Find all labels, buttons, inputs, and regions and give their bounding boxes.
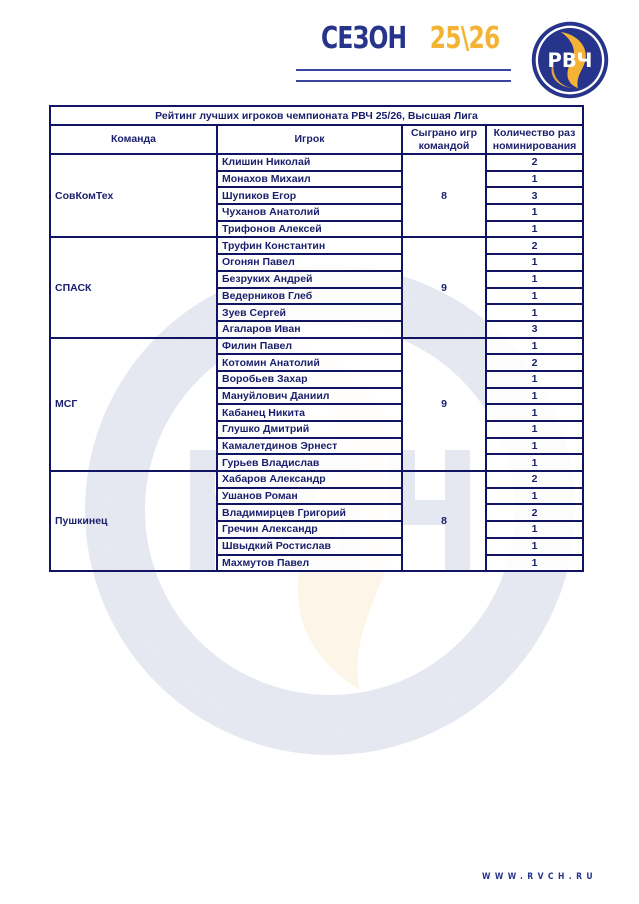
nominations-cell: 1 xyxy=(486,338,583,355)
player-name-cell: Зуев Сергей xyxy=(217,304,402,321)
player-name-cell: Владимирцев Григорий xyxy=(217,504,402,521)
games-played-cell: 8 xyxy=(402,471,486,571)
player-name-cell: Воробьев Захар xyxy=(217,371,402,388)
player-name-cell: Филин Павел xyxy=(217,338,402,355)
table-title: Рейтинг лучших игроков чемпионата РВЧ 25/26, Высшая Лига xyxy=(50,106,583,125)
nominations-cell: 1 xyxy=(486,404,583,421)
header-divider-top xyxy=(296,69,511,71)
table-row xyxy=(50,338,583,355)
team-cell: СПАСК xyxy=(50,237,217,337)
nominations-cell: 1 xyxy=(486,271,583,288)
player-name-cell: Монахов Михаил xyxy=(217,171,402,188)
column-header-games: Сыграно игр командой xyxy=(402,125,486,154)
nominations-cell: 1 xyxy=(486,371,583,388)
rvch-logo xyxy=(531,21,609,99)
season-word: СЕЗОН xyxy=(321,20,407,56)
nominations-cell: 3 xyxy=(486,321,583,338)
team-cell: СовКомТех xyxy=(50,154,217,237)
season-heading xyxy=(321,20,500,56)
player-name-cell: Котомин Анатолий xyxy=(217,354,402,371)
nominations-cell: 2 xyxy=(486,154,583,171)
logo-text: РВЧ xyxy=(547,49,593,73)
nominations-cell: 1 xyxy=(486,555,583,572)
player-name-cell: Швыдкий Ростислав xyxy=(217,538,402,555)
games-played-cell: 9 xyxy=(402,338,486,472)
table-header-row xyxy=(50,125,583,154)
column-header-nominations: Количество раз номинирования xyxy=(486,125,583,154)
nominations-cell: 1 xyxy=(486,204,583,221)
player-name-cell: Агаларов Иван xyxy=(217,321,402,338)
nominations-cell: 1 xyxy=(486,254,583,271)
team-cell: МСГ xyxy=(50,338,217,472)
rating-table-container xyxy=(49,105,582,572)
table-title-row xyxy=(50,106,583,125)
nominations-cell: 2 xyxy=(486,354,583,371)
column-header-team: Команда xyxy=(50,125,217,154)
nominations-cell: 3 xyxy=(486,187,583,204)
nominations-cell: 2 xyxy=(486,471,583,488)
table-row xyxy=(50,471,583,488)
games-played-cell: 8 xyxy=(402,154,486,237)
nominations-cell: 1 xyxy=(486,304,583,321)
nominations-cell: 1 xyxy=(486,421,583,438)
player-name-cell: Махмутов Павел xyxy=(217,555,402,572)
team-cell: Пушкинец xyxy=(50,471,217,571)
player-name-cell: Кабанец Никита xyxy=(217,404,402,421)
nominations-cell: 1 xyxy=(486,454,583,471)
table-body xyxy=(50,154,583,571)
player-name-cell: Труфин Константин xyxy=(217,237,402,254)
player-name-cell: Ушанов Роман xyxy=(217,488,402,505)
player-name-cell: Камалетдинов Эрнест xyxy=(217,438,402,455)
nominations-cell: 1 xyxy=(486,221,583,238)
table-row xyxy=(50,237,583,254)
rating-table xyxy=(49,105,584,572)
games-played-cell: 9 xyxy=(402,237,486,337)
player-name-cell: Шупиков Егор xyxy=(217,187,402,204)
player-name-cell: Хабаров Александр xyxy=(217,471,402,488)
player-name-cell: Глушко Дмитрий xyxy=(217,421,402,438)
nominations-cell: 1 xyxy=(486,521,583,538)
nominations-cell: 1 xyxy=(486,488,583,505)
nominations-cell: 2 xyxy=(486,504,583,521)
table-row xyxy=(50,154,583,171)
nominations-cell: 1 xyxy=(486,288,583,305)
website-link[interactable]: WWW.RVCH.RU xyxy=(482,872,598,882)
player-name-cell: Чуханов Анатолий xyxy=(217,204,402,221)
player-name-cell: Безруких Андрей xyxy=(217,271,402,288)
header-divider-bottom xyxy=(296,80,511,82)
player-name-cell: Ведерников Глеб xyxy=(217,288,402,305)
player-name-cell: Мануйлович Даниил xyxy=(217,388,402,405)
player-name-cell: Клишин Николай xyxy=(217,154,402,171)
nominations-cell: 1 xyxy=(486,538,583,555)
column-header-player: Игрок xyxy=(217,125,402,154)
nominations-cell: 2 xyxy=(486,237,583,254)
player-name-cell: Гречин Александр xyxy=(217,521,402,538)
nominations-cell: 1 xyxy=(486,438,583,455)
player-name-cell: Гурьев Владислав xyxy=(217,454,402,471)
player-name-cell: Трифонов Алексей xyxy=(217,221,402,238)
season-years: 25\26 xyxy=(429,20,500,56)
nominations-cell: 1 xyxy=(486,171,583,188)
nominations-cell: 1 xyxy=(486,388,583,405)
player-name-cell: Огонян Павел xyxy=(217,254,402,271)
